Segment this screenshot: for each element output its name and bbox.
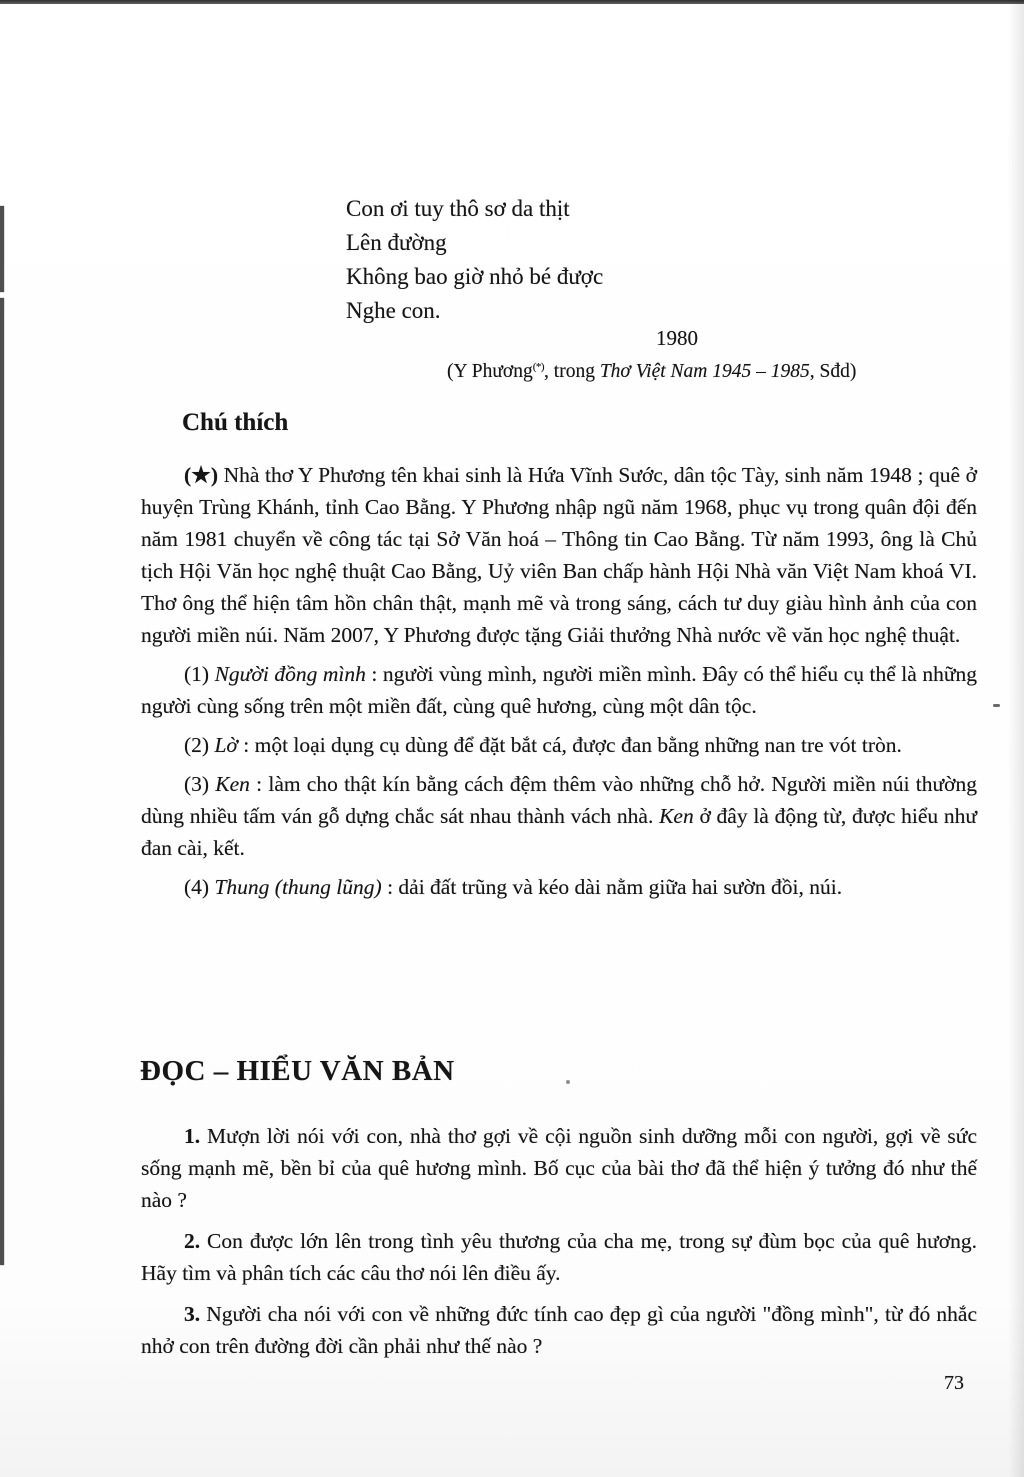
scan-top-edge (0, 0, 1024, 4)
scan-speck (993, 704, 1000, 707)
section-heading: ĐỌC – HIỂU VĂN BẢN (140, 1055, 455, 1087)
footnote-term: Ken (659, 804, 694, 828)
notes-section (141, 459, 977, 910)
poem-citation (447, 361, 937, 383)
poem-line: Không bao giờ nhỏ bé được (346, 264, 604, 289)
poem-year: 1980 (656, 326, 698, 350)
poem-excerpt (346, 192, 603, 328)
footnote-text: ở đây là động từ, được hiểu như đan cài, kết. (141, 804, 977, 860)
footnote-term: Thung (thung lũng) (214, 875, 382, 899)
citation-source-title: Thơ Việt Nam 1945 – 1985 (599, 361, 810, 382)
footnote-marker: (3) (184, 772, 216, 796)
poem-line: Nghe con. (346, 298, 441, 323)
question-number: 2. (184, 1229, 201, 1253)
scan-speck (566, 1080, 570, 1084)
question-item (141, 1298, 977, 1362)
author-footnote (141, 459, 977, 651)
footnote-item (141, 729, 977, 761)
footnote-text: : làm cho thật kín bằng cách đệm thêm vào những chỗ hở. Người miền núi thường dùng nhiều tấm ván gỗ dựng chắc sát nhau thành vách nhà. (141, 772, 977, 828)
scan-left-edge-strip (0, 206, 4, 292)
footnote-term: Ken (215, 772, 250, 796)
question-text: Mượn lời nói với con, nhà thơ gợi về cội nguồn sinh dưỡng mỗi con người, gợi về sức sống mạnh mẽ, bền bỉ của quê hương mình. Bố cục của bài thơ đã thể hiện ý tưởng đó như thế nào ? (141, 1124, 977, 1212)
question-number: 1. (184, 1124, 201, 1148)
question-item (141, 1120, 977, 1216)
footnote-marker: (1) (184, 662, 215, 686)
footnote-marker: (2) (184, 733, 215, 757)
notes-heading: Chú thích (182, 409, 289, 436)
citation-suffix: , Sđd) (809, 361, 857, 382)
citation-author: (Y Phương (447, 361, 533, 382)
footnote-text: : một loại dụng cụ dùng để đặt bắt cá, được đan bằng những nan tre vót tròn. (237, 733, 902, 757)
footnote-text: : dải đất trũng và kéo dài nằm giữa hai sườn đồi, núi. (381, 875, 843, 899)
footnote-text: : người vùng mình, người miền mình. Đây có thể hiểu cụ thể là những người cùng sống trên một miền đất, cùng quê hương, cùng một dân tộc. (141, 662, 977, 718)
footnote-term: Người đồng mình (214, 662, 366, 686)
question-text: Con được lớn lên trong tình yêu thương của cha mẹ, trong sự đùm bọc của quê hương. Hãy tìm và phân tích các câu thơ nói lên điều ấy. (141, 1229, 977, 1285)
footnote-item (141, 768, 977, 864)
page-number: 73 (944, 1372, 964, 1394)
citation-connector: , trong (544, 361, 600, 382)
question-item (141, 1225, 977, 1289)
footnote-item (141, 871, 977, 903)
poem-line: Con ơi tuy thô sơ da thịt (346, 196, 570, 221)
star-marker: (★) (184, 463, 218, 487)
question-text: Người cha nói với con về những đức tính cao đẹp gì của người "đồng mình", từ đó nhắc nhở con trên đường đời cần phải như thế nào ? (141, 1302, 977, 1358)
question-number: 3. (184, 1302, 201, 1326)
author-footnote-text: Nhà thơ Y Phương tên khai sinh là Hứa Vĩnh Sước, dân tộc Tày, sinh năm 1948 ; quê ở huyện Trùng Khánh, tỉnh Cao Bằng. Y Phương nhập ngũ năm 1968, phục vụ trong quân đội đến năm 1981 chuyển về công tác tại Sở Văn hoá – Thông tin Cao Bằng. Từ năm 1993, ông là Chủ tịch Hội Văn học nghệ thuật Cao Bằng, Uỷ viên Ban chấp hành Hội Nhà văn Việt Nam khoá VI. Thơ ông thể hiện tâm hồn chân thật, mạnh mẽ và trong sáng, cách tư duy giàu hình ảnh của con người miền núi. Năm 2007, Y Phương được tặng Giải thưởng Nhà nước về văn học nghệ thuật. (141, 463, 978, 647)
footnote-item (141, 658, 977, 722)
poem-line: Lên đường (346, 230, 447, 255)
scan-left-edge-strip (0, 298, 4, 1265)
footnote-marker: (4) (184, 875, 215, 899)
questions-section (141, 1120, 977, 1371)
footnote-term: Lờ (214, 733, 238, 757)
footnote-reference-mark: (*) (532, 361, 545, 373)
